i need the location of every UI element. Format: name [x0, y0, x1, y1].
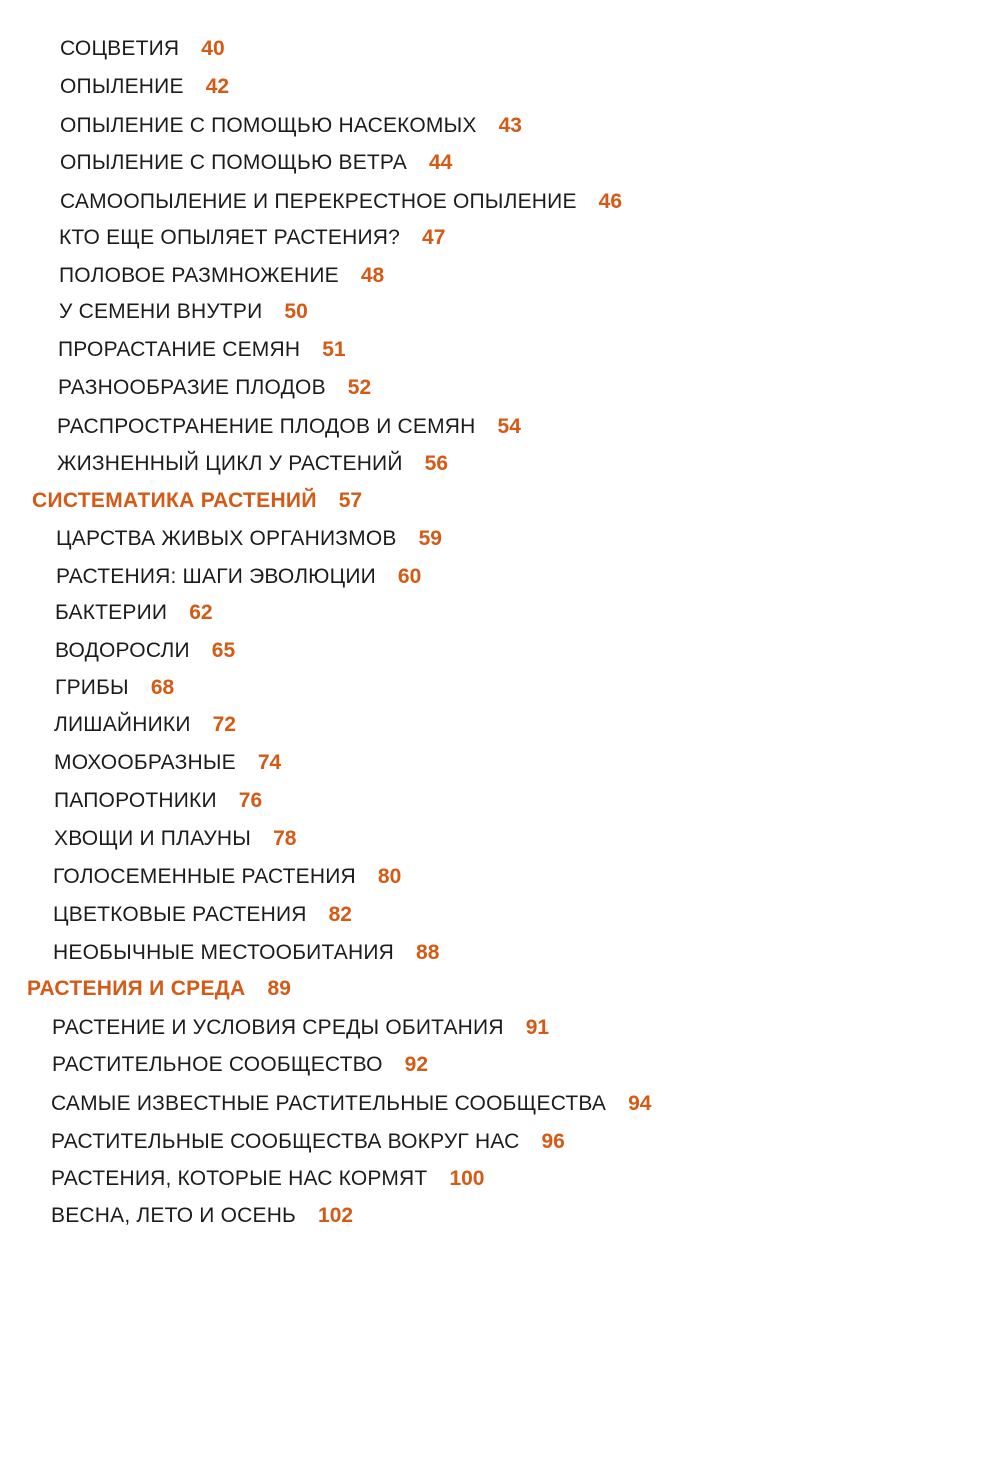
toc-entry	[55, 675, 174, 701]
page-number: 76	[238, 789, 263, 812]
entry-title: ГРИБЫ	[55, 676, 129, 699]
page-number: 68	[150, 676, 175, 699]
page-number: 62	[189, 601, 213, 624]
toc-entry	[51, 1129, 565, 1155]
entry-title: РАСТИТЕЛЬНОЕ СООБЩЕСТВО	[52, 1053, 383, 1076]
toc-entry	[55, 600, 213, 626]
entry-title: МОХООБРАЗНЫЕ	[54, 751, 236, 774]
entry-title: У СЕМЕНИ ВНУТРИ	[59, 300, 263, 323]
toc-entry	[57, 451, 448, 477]
entry-title: РАСТИТЕЛЬНЫЕ СООБЩЕСТВА ВОКРУГ НАС	[51, 1130, 520, 1153]
toc-entry	[52, 1015, 549, 1041]
entry-title: КТО ЕЩЕ ОПЫЛЯЕТ РАСТЕНИЯ?	[59, 226, 401, 249]
entry-title: НЕОБЫЧНЫЕ МЕСТООБИТАНИЯ	[53, 941, 395, 964]
entry-title: РАСТЕНИЕ И УСЛОВИЯ СРЕДЫ ОБИТАНИЯ	[52, 1016, 504, 1039]
toc-entry	[60, 113, 522, 139]
entry-title: ОПЫЛЕНИЕ С ПОМОЩЬЮ ВЕТРА	[60, 151, 407, 174]
section-title: СИСТЕМАТИКА РАСТЕНИЙ	[32, 489, 317, 512]
entry-title: ОПЫЛЕНИЕ	[60, 75, 184, 98]
toc-entry	[51, 1091, 651, 1117]
toc-entry	[54, 826, 296, 852]
toc-section-heading	[32, 488, 362, 514]
toc-entry	[56, 564, 421, 590]
entry-title: ПРОРАСТАНИЕ СЕМЯН	[58, 338, 301, 361]
toc-entry	[54, 750, 281, 776]
page-number: 82	[328, 903, 352, 926]
entry-title: ОПЫЛЕНИЕ С ПОМОЩЬЮ НАСЕКОМЫХ	[60, 114, 477, 137]
page-number: 94	[628, 1092, 652, 1115]
page-number: 65	[211, 639, 236, 662]
toc-entry	[55, 638, 235, 664]
toc-entry	[60, 150, 452, 176]
page-number: 89	[267, 977, 291, 1000]
page-number: 42	[205, 75, 230, 98]
entry-title: ЛИШАЙНИКИ	[54, 713, 191, 736]
toc-entry	[52, 1052, 428, 1078]
page-number: 44	[428, 151, 453, 174]
toc-entry	[58, 375, 371, 401]
entry-title: ЦАРСТВА ЖИВЫХ ОРГАНИЗМОВ	[56, 527, 397, 550]
toc-entry	[57, 414, 521, 440]
entry-title: ПАПОРОТНИКИ	[54, 789, 217, 812]
entry-title: ЖИЗНЕННЫЙ ЦИКЛ У РАСТЕНИЙ	[57, 452, 403, 475]
toc-entry	[51, 1166, 484, 1192]
page-number: 43	[498, 114, 522, 137]
entry-title: ЦВЕТКОВЫЕ РАСТЕНИЯ	[53, 903, 307, 926]
toc-entry	[58, 337, 346, 363]
entry-title: ГОЛОСЕМЕННЫЕ РАСТЕНИЯ	[53, 865, 356, 888]
page-number: 54	[497, 415, 521, 438]
page-number: 78	[273, 827, 297, 850]
page-number: 91	[525, 1016, 550, 1039]
entry-title: РАСПРОСТРАНЕНИЕ ПЛОДОВ И СЕМЯН	[57, 415, 476, 438]
page-number: 96	[541, 1130, 565, 1153]
toc-entry	[54, 712, 236, 738]
page-number: 48	[360, 264, 385, 287]
page-number: 88	[416, 941, 440, 964]
toc-entry	[53, 940, 439, 966]
entry-title: САМЫЕ ИЗВЕСТНЫЕ РАСТИТЕЛЬНЫЕ СООБЩЕСТВА	[51, 1092, 607, 1115]
page-number: 72	[212, 713, 236, 736]
page-number: 100	[449, 1167, 485, 1190]
page-number: 60	[397, 565, 422, 588]
page-number: 52	[347, 376, 372, 399]
entry-title: ВЕСНА, ЛЕТО И ОСЕНЬ	[51, 1204, 297, 1227]
entry-title: РАЗНООБРАЗИЕ ПЛОДОВ	[58, 376, 326, 399]
entry-title: САМООПЫЛЕНИЕ И ПЕРЕКРЕСТНОЕ ОПЫЛЕНИЕ	[60, 190, 577, 213]
toc-entry	[54, 788, 262, 814]
toc-entry	[59, 225, 445, 251]
toc-entry	[59, 299, 308, 325]
page-number: 92	[404, 1053, 429, 1076]
section-title: РАСТЕНИЯ И СРЕДА	[27, 977, 246, 1000]
page-number: 102	[318, 1204, 354, 1227]
toc-entry	[60, 74, 229, 100]
entry-title: РАСТЕНИЯ, КОТОРЫЕ НАС КОРМЯТ	[51, 1167, 428, 1190]
toc-entry	[60, 36, 225, 62]
toc-entry	[59, 263, 384, 289]
page-number: 80	[377, 865, 402, 888]
page-number: 47	[422, 226, 446, 249]
entry-title: БАКТЕРИИ	[55, 601, 168, 624]
page-number: 56	[424, 452, 449, 475]
page-number: 74	[257, 751, 282, 774]
page-number: 46	[598, 190, 623, 213]
page-number: 51	[322, 338, 346, 361]
toc-section-heading	[27, 976, 291, 1002]
entry-title: РАСТЕНИЯ: ШАГИ ЭВОЛЮЦИИ	[56, 565, 376, 588]
entry-title: СОЦВЕТИЯ	[60, 37, 180, 60]
toc-entry	[60, 189, 622, 215]
toc-entry	[53, 864, 401, 890]
page-number: 59	[418, 527, 442, 550]
page-number: 50	[284, 300, 308, 323]
page-number: 40	[201, 37, 225, 60]
entry-title: ПОЛОВОЕ РАЗМНОЖЕНИЕ	[59, 264, 339, 287]
toc-entry	[53, 902, 352, 928]
toc-entry	[56, 526, 442, 552]
entry-title: ХВОЩИ И ПЛАУНЫ	[54, 827, 252, 850]
toc-entry	[51, 1203, 353, 1229]
page-number: 57	[338, 489, 363, 512]
entry-title: ВОДОРОСЛИ	[55, 639, 190, 662]
